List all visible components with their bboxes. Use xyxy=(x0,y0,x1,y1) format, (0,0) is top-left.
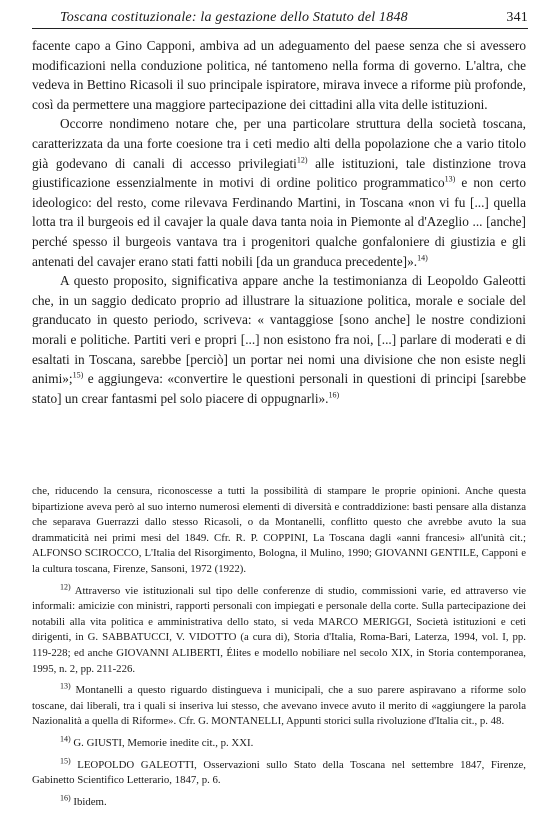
footnote-16-text: Ibidem. xyxy=(70,795,107,808)
paragraph-1-text: facente capo a Gino Capponi, ambiva ad un adeguamento del paese senza che si avessero modificazioni nella conduzione politica, né tantomeno nella forma di governo. L'altra, che vedeva in Bettino Ricasoli il suo principale ispiratore, mirava invece a riforme più profonde, così da permettere una maggiore partecipazione dei cittadini alla vita delle istituzioni. xyxy=(32,38,526,112)
footnote-ref-12: 12) xyxy=(296,155,308,165)
footnote-ref-14: 14) xyxy=(417,253,428,263)
footnote-14-text: G. GIUSTI, Memorie inedite cit., p. XXI. xyxy=(70,736,254,749)
footnote-ref-15: 15) xyxy=(72,370,84,380)
running-header xyxy=(32,8,528,29)
footnote-15-text: LEOPOLDO GALEOTTI, Osservazioni sullo Stato della Toscana nel settembre 1847, Firenze, Gabinetto Scientifico Letterario, 1847, p. 6. xyxy=(32,758,526,787)
paragraph-2 xyxy=(32,114,526,271)
main-text xyxy=(32,36,526,408)
footnote-13-text: Montanelli a questo riguardo distingueva i municipali, che a suo parere aspiravano a riforme solo toscane, dai liberali, tra i quali si inseriva lui stesso, che avevano invece avuto il merito di «aggiungere la parola Nazionalità a quella di Riforme». Cfr. G. MONTANELLI, Appunti storici sulla rivoluzione d'Italia cit., p. 48. xyxy=(32,684,526,728)
paragraph-3-text-b: e aggiungeva: «convertire le questioni personali in questioni di principi [sarebbe stato] un crear fantasmi pel solo piacere di oppugnarli». xyxy=(32,371,526,406)
footnote-continuation: che, riducendo la censura, riconoscesse a tutti la possibilità di stampare le proprie opinioni. Anche questa bipartizione aveva però al suo interno numerosi elementi di diversità e contraddizione: basti pensare alla distanza che separava Guerrazzi dallo stesso Ricasoli, o da Montanelli, conflitto questo che avrebbe avuto la sua drammaticità nei primi mesi del 1849. Cfr. R. P. COPPINI, La Toscana dagli «anni francesi» all'unità cit.; ALFONSO SCIROCCO, L'Italia del Risorgimento, Bologna, il Mulino, 1990; GIOVANNI GENTILE, Capponi e la cultura toscana, Firenze, Sansoni, 1972 (1922). xyxy=(32,485,526,575)
footnote-12-mark: 12) xyxy=(60,581,71,591)
footnote-15-mark: 15) xyxy=(60,755,71,765)
footnote-12-text: Attraverso vie istituzionali sul tipo delle conferenze di studio, commissioni varie, ed attraverso vie informali: amicizie con ministri, rapporti personali con impiegati e personale della corte. Sulla partecipazione dei notabili alla vita politica e amministrativa dello stato, si veda MARCO MERIGGI, Società istituzioni e ceti dirigenti, in G. SABBATUCCI, V. VIDOTTO (a cura di), Storia d'Italia, Roma-Bari, Laterza, 1994, vol. I, pp. 119-228; ed anche GIOVANNI ALIBERTI, Élites e modello nobiliare nel secolo XIX, in Storia contemporanea, 1995, n. 2, pp. 211-226. xyxy=(32,584,526,675)
footnote-ref-13: 13) xyxy=(444,174,456,184)
footnote-14-mark: 14) xyxy=(60,734,71,744)
footnotes xyxy=(32,484,526,816)
footnote-15 xyxy=(32,755,526,789)
paragraph-2-text-b: alle istituzioni, tale distinzione trova giustificazione essenzialmente in motivi di ordine politico programmatico xyxy=(32,155,526,191)
footnote-13-mark: 13) xyxy=(60,681,71,691)
paragraph-2-text-c: e non certo ideologico: del resto, come rilevava Ferdinando Martini, in Toscana «non vi fu [...] quella lotta tra il burgeois ed il cavajer la quale dava tanta noia in Piemonte al d'Azeglio ... [anche] perché spesso il burgeois vantava tra i progenitori qualche gonfaloniere di giustizia e gli antenati del cavajer erano stati fatti nobili [da un granduca precedente]». xyxy=(32,175,526,269)
footnote-ref-16: 16) xyxy=(328,390,340,400)
paragraph-2-text-a: Occorre nondimeno notare che, per una particolare struttura della società toscana, caratterizzata da una forte coesione tra i ceti medio alti della popolazione che a vario titolo già godevano di canali di accesso privilegiati xyxy=(32,116,526,171)
footnote-14 xyxy=(32,736,526,752)
running-title: Toscana costituzionale: la gestazione dello Statuto del 1848 xyxy=(60,10,408,25)
paragraph-1 xyxy=(32,36,526,114)
footnote-13 xyxy=(32,683,526,730)
footnote-16 xyxy=(32,795,526,811)
footnote-16-mark: 16) xyxy=(60,793,71,803)
page-number: 341 xyxy=(506,10,528,25)
footnote-12 xyxy=(32,581,526,678)
paragraph-3-text-a: A questo proposito, significativa appare anche la testimonianza di Leopoldo Galeotti che, in un saggio dedicato proprio ad illustrare la situazione politica, morale e sociale del granducato in questo periodo, scriveva: « vantaggiose [sono anche] le nostre condizioni morali e politiche. Partiti veri e propri [...] non esistono fra noi, [...] parlare di moderati e di esaltati in Toscana, sarebbe [perciò] un portar nei nomi una divisione che non esiste negli animi»; xyxy=(32,273,526,387)
paragraph-3 xyxy=(32,271,526,408)
